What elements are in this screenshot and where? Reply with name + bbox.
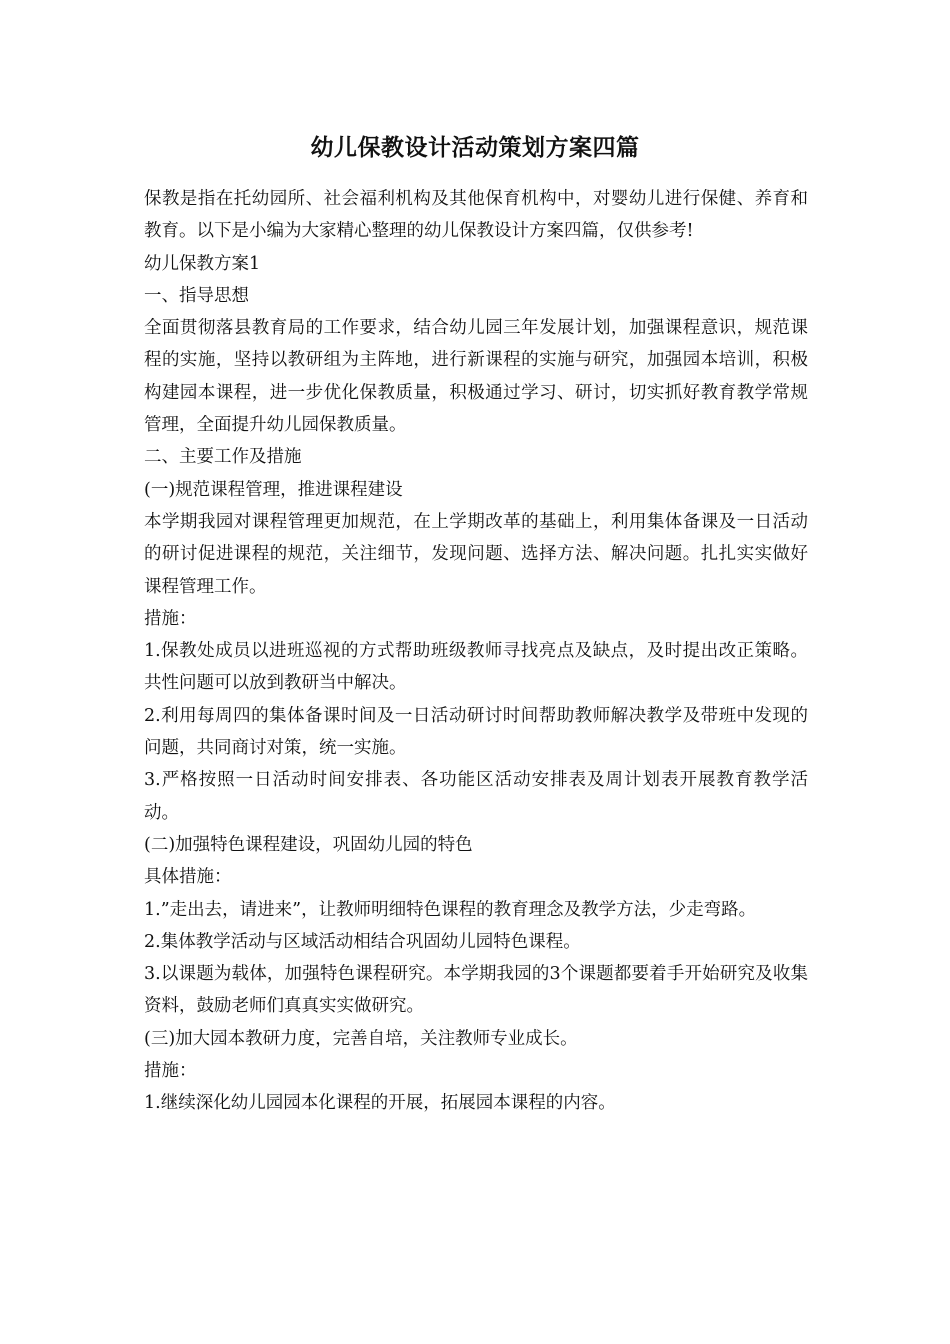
subheading-teaching-research: (三)加大园本教研力度，完善自培，关注教师专业成长。: [144, 1028, 578, 1049]
list-item-specific-1: 1.”走出去，请进来”，让教师明细特色课程的教育理念及教学方法，少走弯路。: [144, 899, 757, 920]
subheading-curriculum-management: (一)规范课程管理，推进课程建设: [144, 479, 403, 500]
heading-main-work: 二、主要工作及措施: [144, 447, 302, 468]
intro-paragraph: 保教是指在托幼园所、社会福利机构及其他保育机构中，对婴幼儿进行保健、养育和教育。以下是小编为大家精心整理的幼儿保教设计方案四篇，仅供参考!: [144, 189, 808, 242]
document-body: [144, 183, 808, 1120]
paragraph-curriculum-management: 本学期我园对课程管理更加规范，在上学期改革的基础上，利用集体备课及一日活动的研讨促进课程的规范，关注细节，发现问题、选择方法、解决问题。扎扎实实做好课程管理工作。: [144, 511, 808, 597]
heading-guiding-thought: 一、指导思想: [144, 285, 249, 306]
list-item-measure-3: 3.严格按照一日活动时间安排表、各功能区活动安排表及周计划表开展教育教学活动。: [144, 770, 808, 823]
list-item-specific-3: 3.以课题为载体，加强特色课程研究。本学期我园的3个课题都要着手开始研究及收集资料，鼓励老师们真真实实做研究。: [144, 964, 808, 1017]
list-item-measure-2: 2.利用每周四的集体备课时间及一日活动研讨时间帮助教师解决教学及带班中发现的问题，共同商讨对策，统一实施。: [144, 705, 808, 759]
subheading-featured-curriculum: (二)加强特色课程建设，巩固幼儿园的特色: [144, 834, 473, 855]
section-heading-plan-1: 幼儿保教方案1: [144, 253, 261, 274]
label-measures-2: 措施：: [144, 1061, 197, 1082]
list-item-research-1: 1.继续深化幼儿园园本化课程的开展，拓展园本课程的内容。: [144, 1093, 616, 1114]
label-measures: 措施：: [144, 608, 197, 629]
label-specific-measures: 具体措施：: [144, 867, 232, 888]
list-item-specific-2: 2.集体教学活动与区域活动相结合巩固幼儿园特色课程。: [144, 931, 581, 952]
paragraph-guiding-thought: 全面贯彻落县教育局的工作要求，结合幼儿园三年发展计划，加强课程意识，规范课程的实施，坚持以教研组为主阵地，进行新课程的实施与研究，加强园本培训，积极构建园本课程，进一步优化保教质量，积极通过学习、研讨，切实抓好教育教学常规管理，全面提升幼儿园保教质量。: [144, 318, 808, 436]
list-item-measure-1: 1.保教处成员以进班巡视的方式帮助班级教师寻找亮点及缺点，及时提出改正策略。共性问题可以放到教研当中解决。: [144, 641, 808, 694]
document-title: 幼儿保教设计活动策划方案四篇: [310, 134, 640, 161]
